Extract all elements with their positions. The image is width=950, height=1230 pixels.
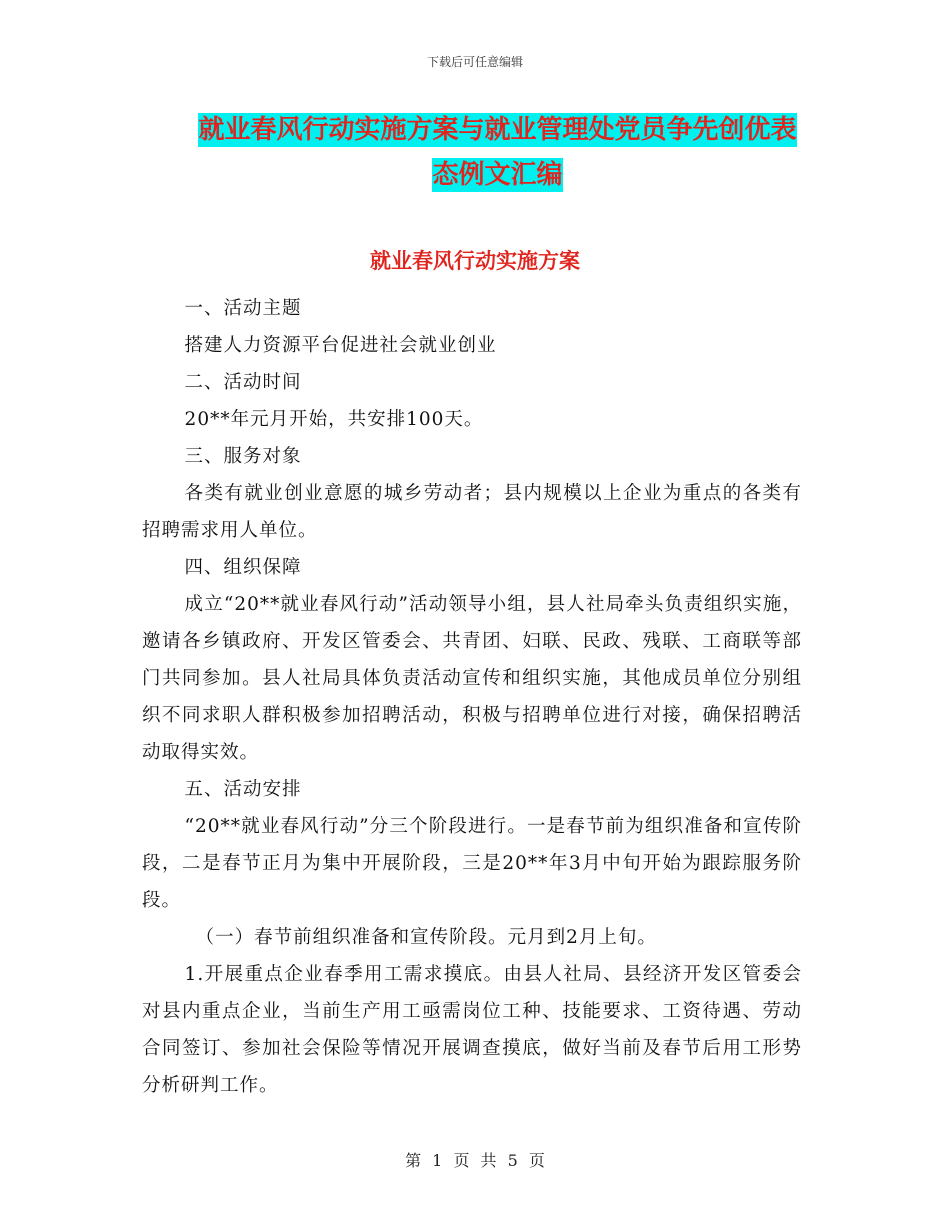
paragraph-activity-time: 20**年元月开始，共安排100天。 — [184, 409, 484, 430]
subheading-stage-one: （一）春节前组织准备和宣传阶段。元月到2月上旬。 — [195, 927, 657, 948]
page-footer: 第 1 页 共 5 页 — [405, 1151, 545, 1170]
document-title-line-1 — [140, 105, 855, 155]
paragraph-service-target: 各类有就业创业意愿的城乡劳动者；县内规模以上企业为重点的各类有招聘需求用人单位。 — [142, 483, 802, 541]
heading-activity-arrangement: 五、活动安排 — [184, 779, 302, 800]
document-title-highlight-2: 态例文汇编 — [432, 160, 563, 190]
paragraph-activity-theme: 搭建人力资源平台促进社会就业创业 — [184, 335, 497, 356]
document-body — [142, 290, 802, 1104]
page-header-note: 下载后可任意编辑 — [426, 55, 523, 69]
section-title: 就业春风行动实施方案 — [370, 248, 580, 273]
paragraph-organization: 成立“20**就业春风行动”活动领导小组，县人社局牵头负责组织实施，邀请各乡镇政府、开发区管委会、共青团、妇联、民政、残联、工商联等部门共同参加。县人社局具体负责活动宣传和组织实施，其他成员单位分别组织不同求职人群积极参加招聘活动，积极与招聘单位进行对接，确保招聘活动取得实效。 — [142, 594, 802, 763]
paragraph-activity-arrangement: “20**就业春风行动”分三个阶段进行。一是春节前为组织准备和宣传阶段，二是春节正月为集中开展阶段，三是20**年3月中旬开始为跟踪服务阶段。 — [142, 816, 802, 911]
heading-activity-time: 二、活动时间 — [184, 372, 302, 393]
document-title-highlight-1: 就业春风行动实施方案与就业管理处党员争先创优表 — [198, 115, 797, 145]
heading-service-target: 三、服务对象 — [184, 446, 302, 467]
heading-organization: 四、组织保障 — [184, 557, 302, 578]
heading-activity-theme: 一、活动主题 — [184, 298, 302, 319]
paragraph-stage-one-item-1: 1.开展重点企业春季用工需求摸底。由县人社局、县经济开发区管委会对县内重点企业，当前生产用工亟需岗位工种、技能要求、工资待遇、劳动合同签订、参加社会保险等情况开展调查摸底，做好当前及春节后用工形势分析研判工作。 — [142, 964, 802, 1096]
document-title-line-2 — [140, 150, 855, 200]
